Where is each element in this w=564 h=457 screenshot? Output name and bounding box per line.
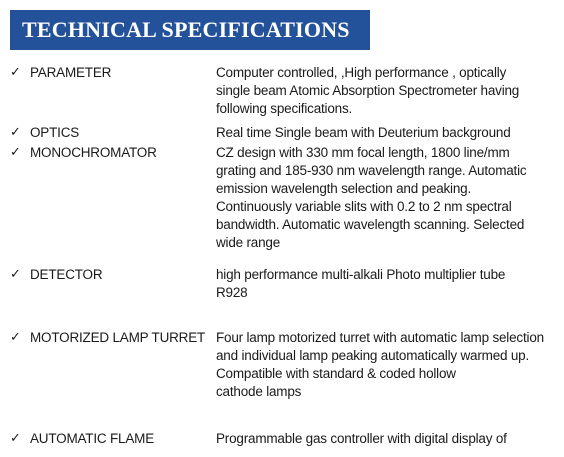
check-icon: ✓ <box>10 267 21 282</box>
spec-label: DETECTOR <box>30 267 103 282</box>
spec-description <box>216 266 560 302</box>
spec-label: AUTOMATIC FLAME <box>30 431 155 446</box>
description-line: bandwidth. Automatic wavelength scanning. Selected <box>216 217 525 232</box>
description-line: following specifications. <box>216 101 353 116</box>
description-line: high performance multi-alkali Photo multiplier tube <box>216 267 506 282</box>
description-line: Real time Single beam with Deuterium background <box>216 125 511 140</box>
description-line: CZ design with 330 mm focal length, 1800 line/mm <box>216 145 510 160</box>
description-line: R928 <box>216 285 248 300</box>
check-icon: ✓ <box>10 145 21 160</box>
check-icon: ✓ <box>10 125 21 140</box>
page-title: TECHNICAL SPECIFICATIONS <box>22 17 350 42</box>
description-line: grating and 185-930 nm wavelength range. Automatic <box>216 163 527 178</box>
description-line: Computer controlled, ,High performance , optically <box>216 65 507 80</box>
spec-description <box>216 124 560 142</box>
spec-description <box>216 430 560 448</box>
description-line: and individual lamp peaking automatically warmed up. <box>216 348 530 363</box>
description-line: single beam Atomic Absorption Spectrometer having <box>216 83 520 98</box>
spec-description <box>216 329 560 401</box>
spec-label: MONOCHROMATOR <box>30 145 157 160</box>
description-line: Four lamp motorized turret with automatic lamp selection <box>216 330 544 345</box>
description-line: wide range <box>216 235 281 250</box>
description-line: cathode lamps <box>216 384 302 399</box>
description-line: Programmable gas controller with digital display of <box>216 431 507 446</box>
section-header <box>10 10 370 50</box>
spec-description <box>216 64 560 118</box>
check-icon: ✓ <box>10 330 21 345</box>
description-line: Continuously variable slits with 0.2 to 2 nm spectral <box>216 199 512 214</box>
check-icon: ✓ <box>10 65 21 80</box>
description-line: emission wavelength selection and peaking. <box>216 181 472 196</box>
spec-label: MOTORIZED LAMP TURRET <box>30 330 206 345</box>
check-icon: ✓ <box>10 431 21 446</box>
spec-label: OPTICS <box>30 125 80 140</box>
spec-label: PARAMETER <box>30 65 112 80</box>
spec-description <box>216 144 560 252</box>
description-line: Compatible with standard & coded hollow <box>216 366 456 381</box>
